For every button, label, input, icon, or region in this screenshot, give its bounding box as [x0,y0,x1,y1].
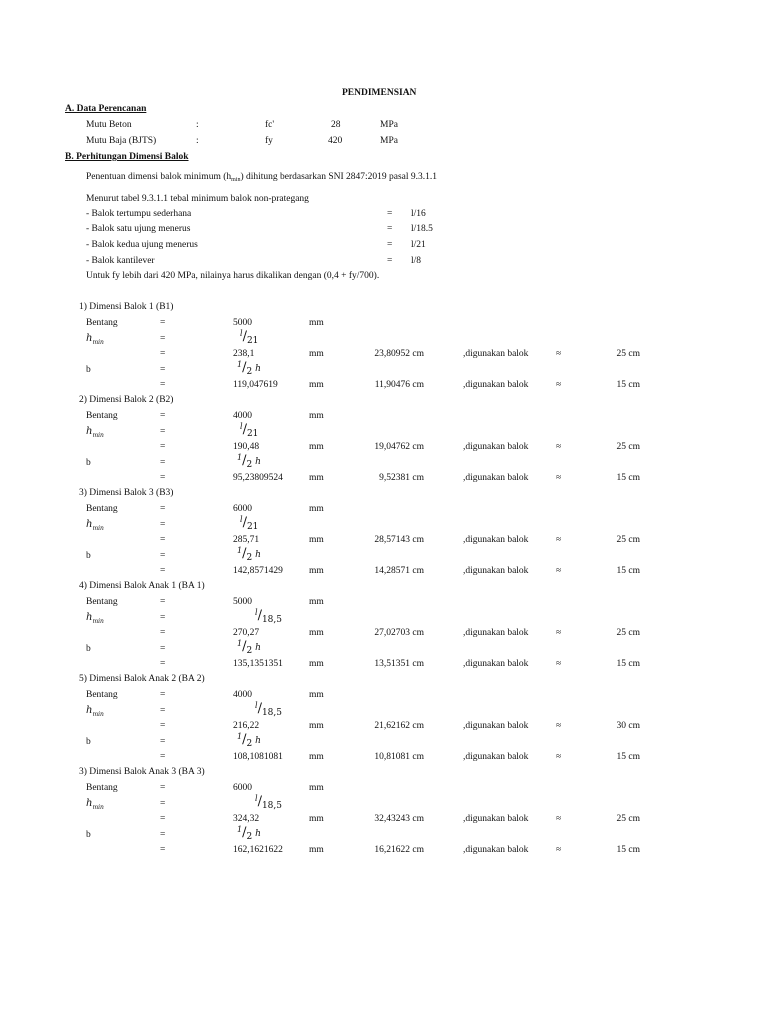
approx-sign: ≈ [556,814,562,824]
unit-mm: mm [309,597,324,607]
b-label: b [86,830,91,840]
unit-cm: cm [412,659,424,669]
digunakan-label: ,digunakan balok [463,752,529,762]
digunakan-label: ,digunakan balok [463,442,529,452]
approx-sign: ≈ [556,628,562,638]
h-value-cm [360,813,424,825]
approx-sign: ≈ [556,659,562,669]
h-value-cm [360,348,424,360]
b-value-mm: 142,8571429 [233,566,283,576]
mutu-baja-value: 420 [328,136,343,146]
page-title: PENDIMENSIAN [342,88,417,98]
unit-cm: cm [412,442,424,452]
b-used-number: 15 [616,659,627,669]
h-used-number: 25 [616,814,627,824]
unit-cm: cm [628,814,640,824]
mutu-baja-colon: : [196,136,199,146]
b-value-cm [360,379,424,391]
h-symbol: h [86,798,93,809]
span-symbol: l [240,515,243,524]
bentang-value: 4000 [233,411,252,421]
mutu-beton-value: 28 [331,120,341,130]
beam-title: 4) Dimensi Balok Anak 1 (BA 1) [79,581,205,591]
section-b-intro [86,171,437,186]
equals-sign: = [160,830,166,840]
h-value-cm [360,534,424,546]
b-cm-number: 11,90476 [374,380,411,390]
bentang-value: 5000 [233,597,252,607]
rule-eq: = [387,224,393,234]
unit-mm: mm [309,752,324,762]
unit-mm: mm [309,845,324,855]
digunakan-label: ,digunakan balok [463,380,529,390]
half-denominator: 2 [246,646,253,656]
mutu-beton-label: Mutu Beton [86,120,132,130]
equals-sign: = [160,799,166,809]
b-cm-number: 10,81081 [374,752,411,762]
b-used-cm [580,844,640,856]
hmin-subscript: min [92,525,104,532]
unit-cm: cm [628,349,640,359]
rule-label: - Balok tertumpu sederhana [86,209,192,219]
h-used-cm [580,348,640,360]
rule-value: l/16 [411,209,426,219]
unit-cm: cm [412,752,424,762]
equals-sign: = [160,814,166,824]
equals-sign: = [160,721,166,731]
hmin-subscript: min [92,339,104,346]
span-symbol: l [240,422,243,431]
mutu-beton-colon: : [196,120,199,130]
span-symbol: l [240,329,243,338]
bentang-label: Bentang [86,318,118,328]
hmin-subscript: min [92,711,104,718]
unit-cm: cm [628,535,640,545]
rule-eq: = [387,256,393,266]
h-value-cm [360,627,424,639]
hmin-symbol [86,798,104,814]
beam-title: 1) Dimensi Balok 1 (B1) [79,302,174,312]
hmin-symbol [86,612,104,628]
h-value-cm [360,720,424,732]
digunakan-label: ,digunakan balok [463,535,529,545]
h-value-mm: 190,48 [233,442,260,452]
h-symbol: h [255,829,261,839]
half-numerator: 1 [237,546,243,555]
digunakan-label: ,digunakan balok [463,566,529,576]
hmin-divisor: 18,5 [261,615,282,625]
bentang-value: 6000 [233,783,252,793]
intro-pre: Penentuan dimensi balok minimum (h [86,172,232,182]
hmin-subscript: min [92,618,104,625]
mutu-baja-unit: MPa [380,136,398,146]
h-value-cm [360,441,424,453]
rule-label: - Balok kantilever [86,256,155,266]
half-numerator: 1 [237,453,243,462]
span-symbol: l [255,701,258,710]
mutu-baja-label: Mutu Baja (BJTS) [86,136,157,146]
equals-sign: = [160,473,166,483]
equals-sign: = [160,597,166,607]
h-cm-number: 28,57143 [374,535,411,545]
approx-sign: ≈ [556,535,562,545]
h-symbol: h [255,550,261,560]
h-value-mm: 285,71 [233,535,260,545]
unit-mm: mm [309,659,324,669]
h-used-number: 30 [616,721,627,731]
equals-sign: = [160,737,166,747]
hmin-divisor: 18,5 [261,801,282,811]
section-a-heading: A. Data Perencanan [65,104,147,114]
unit-mm: mm [309,442,324,452]
b-value-mm: 108,1081081 [233,752,283,762]
intro-sub: min [231,177,241,183]
unit-cm: cm [628,628,640,638]
unit-cm: cm [628,752,640,762]
half-numerator: 1 [237,639,243,648]
b-formula: 1/2 h [237,639,261,656]
equals-sign: = [160,613,166,623]
equals-sign: = [160,458,166,468]
b-used-number: 15 [616,473,627,483]
hmin-divisor: 21 [246,429,259,439]
h-cm-number: 27,02703 [374,628,411,638]
unit-cm: cm [628,442,640,452]
b-cm-number: 14,28571 [374,566,411,576]
equals-sign: = [160,706,166,716]
equals-sign: = [160,365,166,375]
h-cm-number: 23,80952 [374,349,411,359]
mutu-beton-symbol: fc' [265,120,275,130]
b-formula: 1/2 h [237,546,261,563]
beam-title: 3) Dimensi Balok 3 (B3) [79,488,174,498]
b-cm-number: 9,52381 [379,473,411,483]
span-symbol: l [255,794,258,803]
equals-sign: = [160,334,166,344]
rule-value: l/8 [411,256,422,266]
half-numerator: 1 [237,360,243,369]
b-used-cm [580,751,640,763]
unit-cm: cm [412,535,424,545]
unit-mm: mm [309,380,324,390]
approx-sign: ≈ [556,752,562,762]
equals-sign: = [160,349,166,359]
h-cm-number: 21,62162 [374,721,411,731]
digunakan-label: ,digunakan balok [463,473,529,483]
unit-cm: cm [412,628,424,638]
rule-label: - Balok satu ujung menerus [86,224,191,234]
hmin-divisor: 21 [246,336,259,346]
unit-cm: cm [628,721,640,731]
beam-title: 3) Dimensi Balok Anak 3 (BA 3) [79,767,205,777]
h-cm-number: 32,43243 [374,814,411,824]
b-label: b [86,737,91,747]
rule-value: l/21 [411,240,426,250]
h-used-cm [580,627,640,639]
unit-mm: mm [309,473,324,483]
rule-eq: = [387,209,393,219]
equals-sign: = [160,690,166,700]
h-value-mm: 270,27 [233,628,260,638]
unit-cm: cm [412,566,424,576]
digunakan-label: ,digunakan balok [463,659,529,669]
hmin-formula: l/21 [240,515,259,532]
equals-sign: = [160,752,166,762]
half-numerator: 1 [237,825,243,834]
h-symbol: h [86,612,93,623]
equals-sign: = [160,427,166,437]
unit-mm: mm [309,349,324,359]
table-intro: Menurut tabel 9.3.1.1 tebal minimum balok non-prategang [86,194,309,204]
b-value-cm [360,472,424,484]
half-denominator: 2 [246,460,253,470]
h-symbol: h [86,705,93,716]
b-used-number: 15 [616,566,627,576]
hmin-subscript: min [92,804,104,811]
bentang-label: Bentang [86,411,118,421]
hmin-subscript: min [92,432,104,439]
approx-sign: ≈ [556,380,562,390]
rule-label: - Balok kedua ujung menerus [86,240,198,250]
unit-mm: mm [309,535,324,545]
b-formula: 1/2 h [237,732,261,749]
approx-sign: ≈ [556,442,562,452]
approx-sign: ≈ [556,566,562,576]
h-symbol: h [86,333,93,344]
b-formula: 1/2 h [237,360,261,377]
intro-post: ) dihitung berdasarkan SNI 2847:2019 pasal 9.3.1.1 [240,172,438,182]
h-used-number: 25 [616,349,627,359]
hmin-formula: l/21 [240,329,259,346]
hmin-formula: l/18,5 [255,701,282,718]
h-used-cm [580,441,640,453]
h-symbol: h [86,426,93,437]
b-value-cm [360,844,424,856]
rule-value: l/18.5 [411,224,433,234]
fy-note: Untuk fy lebih dari 420 MPa, nilainya harus dikalikan dengan (0,4 + fy/700). [86,271,380,281]
h-symbol: h [255,457,261,467]
hmin-symbol [86,426,104,442]
h-value-mm: 238,1 [233,349,255,359]
approx-sign: ≈ [556,721,562,731]
approx-sign: ≈ [556,349,562,359]
equals-sign: = [160,551,166,561]
h-used-number: 25 [616,628,627,638]
unit-cm: cm [412,349,424,359]
h-symbol: h [255,643,261,653]
h-used-cm [580,813,640,825]
half-denominator: 2 [246,553,253,563]
equals-sign: = [160,644,166,654]
h-used-cm [580,534,640,546]
b-used-cm [580,658,640,670]
bentang-label: Bentang [86,504,118,514]
unit-mm: mm [309,690,324,700]
half-denominator: 2 [246,832,253,842]
unit-cm: cm [412,845,424,855]
hmin-formula: l/18,5 [255,608,282,625]
h-used-number: 25 [616,535,627,545]
hmin-symbol [86,333,104,349]
equals-sign: = [160,318,166,328]
b-used-cm [580,472,640,484]
b-cm-number: 16,21622 [374,845,411,855]
h-used-cm [580,720,640,732]
hmin-symbol [86,705,104,721]
b-label: b [86,365,91,375]
span-symbol: l [255,608,258,617]
b-used-number: 15 [616,752,627,762]
unit-cm: cm [412,473,424,483]
digunakan-label: ,digunakan balok [463,628,529,638]
b-value-mm: 162,1621622 [233,845,283,855]
unit-cm: cm [628,845,640,855]
bentang-label: Bentang [86,783,118,793]
b-value-mm: 119,047619 [233,380,278,390]
b-value-cm [360,565,424,577]
b-formula: 1/2 h [237,825,261,842]
h-cm-number: 19,04762 [374,442,411,452]
digunakan-label: ,digunakan balok [463,845,529,855]
h-symbol: h [255,364,261,374]
beam-title: 5) Dimensi Balok Anak 2 (BA 2) [79,674,205,684]
b-value-cm [360,658,424,670]
b-label: b [86,644,91,654]
b-formula: 1/2 h [237,453,261,470]
equals-sign: = [160,659,166,669]
equals-sign: = [160,380,166,390]
unit-mm: mm [309,411,324,421]
b-cm-number: 13,51351 [374,659,411,669]
equals-sign: = [160,535,166,545]
unit-cm: cm [628,380,640,390]
h-value-mm: 216,22 [233,721,260,731]
bentang-value: 4000 [233,690,252,700]
unit-cm: cm [628,659,640,669]
bentang-value: 6000 [233,504,252,514]
hmin-formula: l/21 [240,422,259,439]
hmin-symbol [86,519,104,535]
equals-sign: = [160,845,166,855]
bentang-label: Bentang [86,690,118,700]
b-used-cm [580,379,640,391]
equals-sign: = [160,520,166,530]
h-symbol: h [255,736,261,746]
hmin-divisor: 21 [246,522,259,532]
unit-cm: cm [412,814,424,824]
unit-mm: mm [309,628,324,638]
b-value-cm [360,751,424,763]
section-b-heading: B. Perhitungan Dimensi Balok [65,152,189,162]
unit-cm: cm [412,380,424,390]
half-numerator: 1 [237,732,243,741]
unit-cm: cm [412,721,424,731]
unit-cm: cm [628,473,640,483]
equals-sign: = [160,411,166,421]
equals-sign: = [160,783,166,793]
approx-sign: ≈ [556,845,562,855]
approx-sign: ≈ [556,473,562,483]
equals-sign: = [160,442,166,452]
equals-sign: = [160,504,166,514]
unit-mm: mm [309,783,324,793]
digunakan-label: ,digunakan balok [463,814,529,824]
unit-cm: cm [628,566,640,576]
half-denominator: 2 [246,739,253,749]
b-used-cm [580,565,640,577]
unit-mm: mm [309,721,324,731]
unit-mm: mm [309,318,324,328]
bentang-label: Bentang [86,597,118,607]
digunakan-label: ,digunakan balok [463,349,529,359]
hmin-divisor: 18,5 [261,708,282,718]
mutu-baja-symbol: fy [265,136,273,146]
unit-mm: mm [309,814,324,824]
unit-mm: mm [309,504,324,514]
b-value-mm: 135,1351351 [233,659,283,669]
equals-sign: = [160,566,166,576]
b-label: b [86,551,91,561]
beam-title: 2) Dimensi Balok 2 (B2) [79,395,174,405]
mutu-beton-unit: MPa [380,120,398,130]
rule-eq: = [387,240,393,250]
equals-sign: = [160,628,166,638]
b-used-number: 15 [616,380,627,390]
b-label: b [86,458,91,468]
h-used-number: 25 [616,442,627,452]
bentang-value: 5000 [233,318,252,328]
unit-mm: mm [309,566,324,576]
h-symbol: h [86,519,93,530]
hmin-formula: l/18,5 [255,794,282,811]
b-value-mm: 95,23809524 [233,473,283,483]
digunakan-label: ,digunakan balok [463,721,529,731]
half-denominator: 2 [246,367,253,377]
b-used-number: 15 [616,845,627,855]
h-value-mm: 324,32 [233,814,260,824]
